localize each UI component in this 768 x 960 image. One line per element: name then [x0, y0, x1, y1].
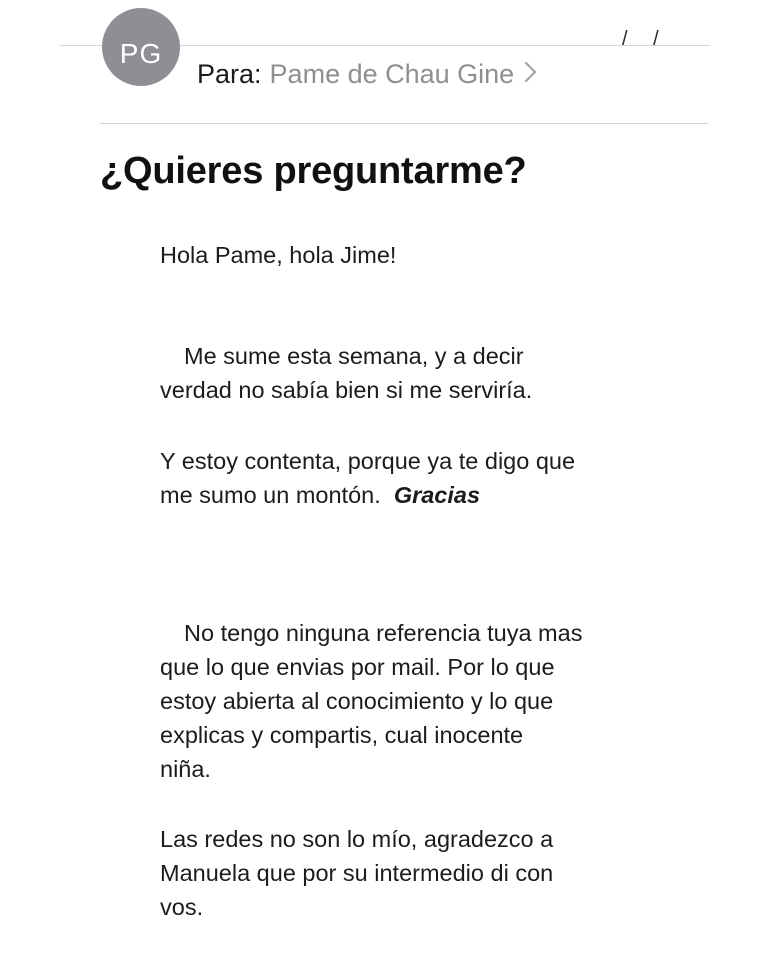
recipient-name[interactable]: Pame de Chau Gine: [269, 58, 515, 89]
body-line: verdad no sabía bien si me serviría.: [160, 377, 533, 403]
truncated-header-text: / /: [622, 28, 669, 50]
email-subject: ¿Quieres preguntarme?: [100, 150, 527, 192]
body-line: que lo que envias por mail. Por lo que: [160, 654, 555, 680]
header-divider: [100, 123, 708, 124]
body-line: Me sume esta semana, y a decir: [184, 343, 524, 369]
body-text: me sumo un montón.: [160, 482, 381, 508]
emphasis-text: Gracias: [393, 482, 481, 508]
to-label: Para:: [197, 58, 262, 89]
body-line: No tengo ninguna referencia tuya mas: [184, 620, 583, 646]
recipient-row: [197, 58, 537, 90]
body-line: Las redes no son lo mío, agradezco a: [160, 826, 554, 852]
avatar[interactable]: [102, 8, 180, 86]
body-line: niña.: [160, 756, 211, 782]
chevron-right-icon[interactable]: [524, 59, 537, 90]
body-line: [160, 478, 660, 512]
body-line: Manuela que por su intermedio di con: [160, 860, 554, 886]
avatar-initials: PG: [119, 38, 163, 69]
body-line: estoy abierta al conocimiento y lo que: [160, 688, 554, 714]
body-line: explicas y compartis, cual inocente: [160, 722, 524, 748]
body-line: Y estoy contenta, porque ya te digo que: [160, 448, 576, 474]
greeting-line: Hola Pame, hola Jime!: [160, 242, 397, 268]
body-line: vos.: [160, 894, 204, 920]
